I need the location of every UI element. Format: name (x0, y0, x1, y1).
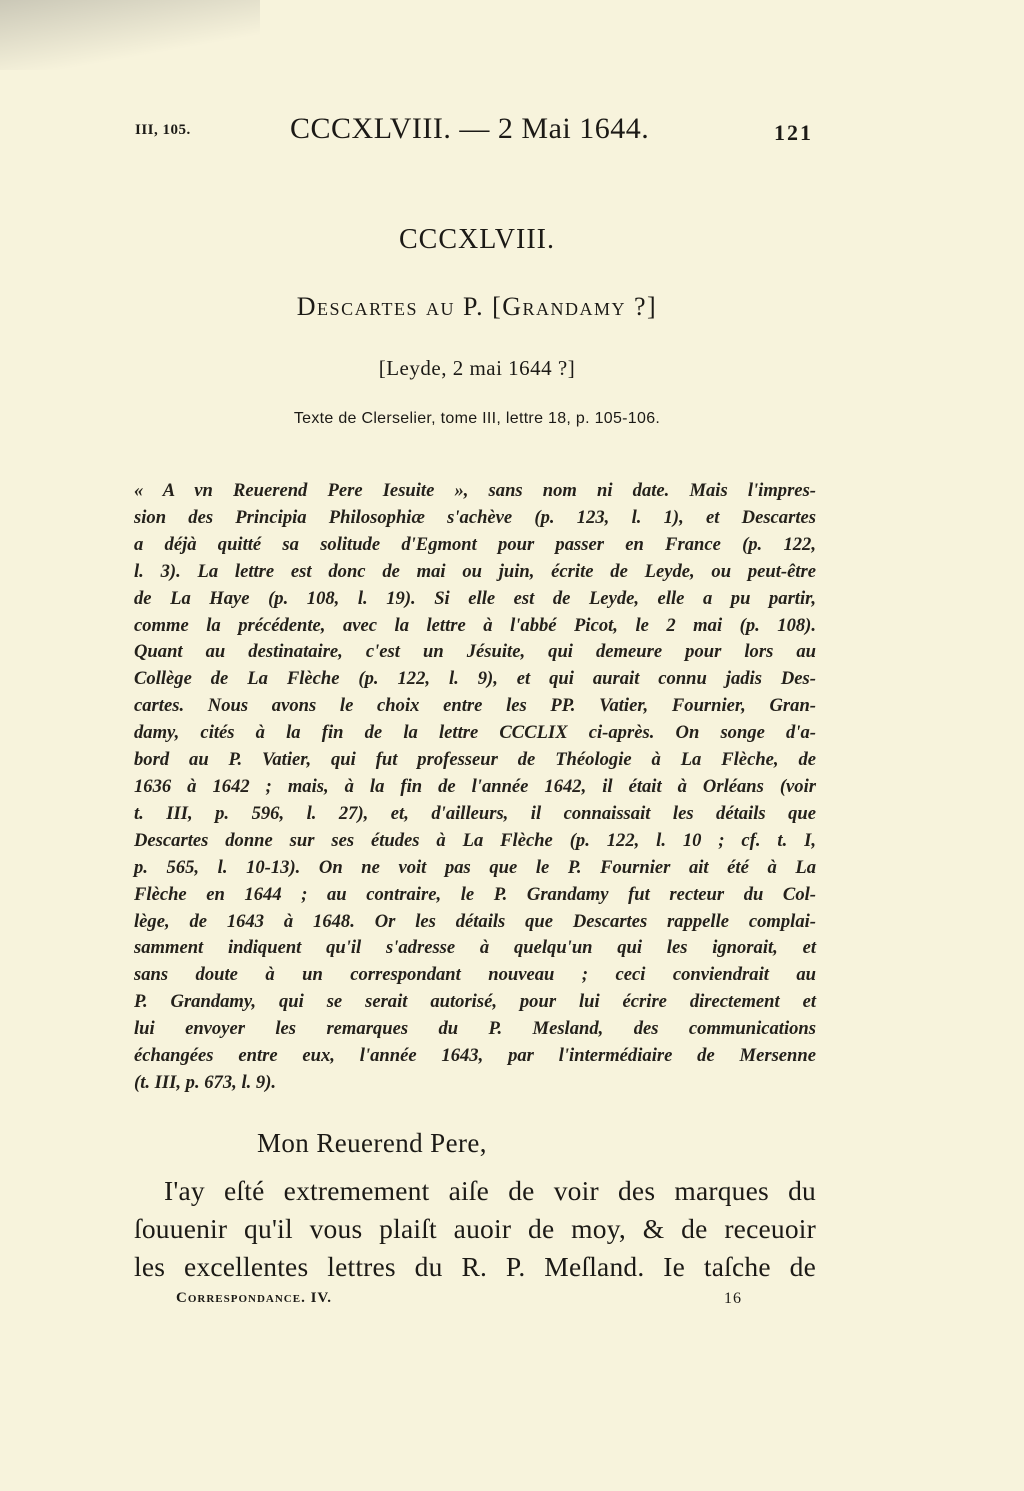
note-line: bord au P. Vatier, qui fut professeur de Théologie à La Flèche, de (134, 749, 816, 771)
note-line: 1636 à 1642 ; mais, à la fin de l'année 1642, il était à Orléans (voir (134, 775, 816, 797)
scan-shadow (0, 0, 260, 70)
volume-reference: III, 105. (135, 122, 191, 138)
note-line: Quant au destinataire, c'est un Jésuite, qui demeure pour lors au (134, 641, 816, 663)
footer-collection-title: Correspondance. IV. (176, 1290, 333, 1306)
letter-body (134, 1172, 816, 1286)
note-line: échangées entre eux, l'année 1643, par l'intermédiaire de Mersenne (134, 1045, 816, 1067)
body-line: ſouuenir qu'il vous plaiſt auoir de moy, & de receuoir (134, 1213, 816, 1244)
page-footer (0, 1290, 1024, 1314)
note-line: samment indiquent qu'il s'adresse à quelqu'un qui les ignorait, et (134, 937, 816, 959)
page-number: 121 (774, 120, 813, 145)
note-line: p. 565, l. 10-13). On ne voit pas que le P. Fournier ait été à La (134, 856, 816, 878)
note-line: lui envoyer les remarques du P. Mesland, des communications (134, 1018, 816, 1040)
note-line: de La Haye (p. 108, l. 19). Si elle est de Leyde, elle a pu partir, (134, 587, 816, 609)
editorial-note (134, 478, 816, 1097)
body-line: les excellentes lettres du R. P. Meſland. Ie taſche de (134, 1251, 816, 1282)
note-line: « A vn Reuerend Pere Iesuite », sans nom ni date. Mais l'impres- (134, 480, 816, 501)
salutation: Mon Reuerend Pere, (257, 1128, 487, 1158)
note-line: t. III, p. 596, l. 27), et, d'ailleurs, il connaissait les détails que (134, 802, 816, 824)
note-line: comme la précédente, avec la lettre à l'abbé Picot, le 2 mai (p. 108). (134, 614, 816, 636)
note-line: damy, cités à la fin de la lettre CCCLIX ci-après. On songe d'a- (134, 722, 816, 744)
note-line: sion des Principia Philosophiæ s'achève (p. 123, l. 1), et Descartes (134, 506, 816, 528)
note-line: l. 3). La lettre est donc de mai ou juin, écrite de Leyde, ou peut-être (134, 560, 816, 582)
note-line: lège, de 1643 à 1648. Or les détails que Descartes rappelle complai- (134, 910, 816, 932)
body-line: I'ay eſté extremement aiſe de voir des marques du (164, 1175, 816, 1206)
note-line: sans doute à un correspondant nouveau ; ceci conviendrait au (134, 964, 816, 986)
text-source: Texte de Clerselier, tome III, lettre 18, p. 105-106. (293, 410, 661, 427)
note-line: a déjà quitté sa solitude d'Egmont pour passer en France (p. 122, (134, 533, 816, 555)
note-line: (t. III, p. 673, l. 9). (134, 1071, 277, 1093)
signature-mark: 16 (724, 1290, 742, 1307)
note-line: Collège de La Flèche (p. 122, l. 9), et qui aurait connu jadis Des- (134, 668, 816, 690)
note-line: cartes. Nous avons le choix entre les PP. Vatier, Fournier, Gran- (134, 695, 816, 717)
letter-number: CCCXLVIII. (399, 224, 555, 255)
letter-place-date: [Leyde, 2 mai 1644 ?] (378, 356, 576, 380)
running-header (0, 112, 1024, 156)
running-title: CCCXLVIII. — 2 Mai 1644. (290, 112, 650, 145)
note-line: P. Grandamy, qui se serait autorisé, pour lui écrire directement et (134, 991, 816, 1013)
note-line: Flèche en 1644 ; au contraire, le P. Grandamy fut recteur du Col- (134, 883, 816, 905)
note-line: Descartes donne sur ses études à La Flèche (p. 122, l. 10 ; cf. t. I, (134, 829, 816, 851)
letter-addressee: Descartes au P. [Grandamy ?] (296, 292, 658, 321)
